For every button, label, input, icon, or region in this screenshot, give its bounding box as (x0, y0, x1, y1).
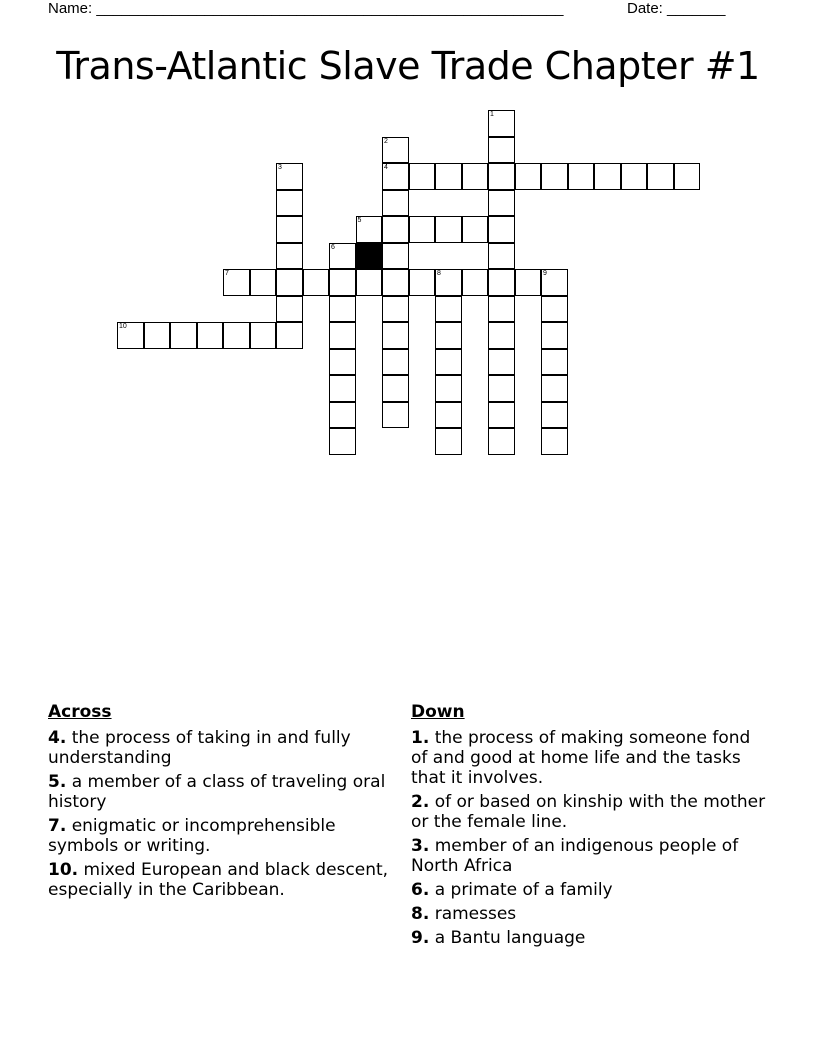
clue-number: 1. (411, 728, 430, 748)
grid-cell[interactable] (647, 163, 674, 190)
grid-cell[interactable] (223, 322, 250, 349)
grid-cell[interactable] (488, 137, 515, 164)
clue-text: enigmatic or incomprehensible symbols or writing. (48, 816, 336, 856)
clue-number: 10. (48, 860, 79, 880)
grid-cell[interactable] (329, 349, 356, 376)
grid-cell[interactable] (382, 375, 409, 402)
clue-number-label: 6 (331, 243, 335, 251)
clue-number-label: 7 (225, 270, 229, 277)
clue-across-4 (48, 728, 398, 768)
clue-number: 7. (48, 816, 67, 836)
grid-cell[interactable] (488, 402, 515, 429)
grid-cell[interactable] (435, 428, 462, 455)
grid-cell[interactable] (144, 322, 171, 349)
grid-cell[interactable] (515, 269, 542, 296)
grid-cell[interactable] (303, 269, 330, 296)
clue-down-6 (411, 880, 771, 900)
grid-cell[interactable] (170, 322, 197, 349)
grid-cell[interactable] (382, 402, 409, 429)
grid-cell[interactable] (250, 322, 277, 349)
clue-text: a member of a class of traveling oral history (48, 772, 386, 812)
down-clues (411, 702, 771, 952)
clue-number-label: 8 (437, 270, 441, 277)
clue-text: mixed European and black descent, especially in the Caribbean. (48, 860, 389, 900)
grid-cell[interactable] (435, 375, 462, 402)
clue-text: a Bantu language (429, 928, 586, 948)
grid-cell[interactable] (488, 243, 515, 270)
clue-across-5 (48, 772, 398, 812)
grid-cell[interactable] (541, 428, 568, 455)
clue-number: 2. (411, 792, 430, 812)
clue-number: 6. (411, 880, 430, 900)
grid-cell[interactable] (435, 322, 462, 349)
clue-number: 3. (411, 836, 430, 856)
grid-cell[interactable] (674, 163, 701, 190)
across-clues (48, 702, 398, 904)
date-field: Date: _______ (627, 0, 726, 17)
page-title: Trans-Atlantic Slave Trade Chapter #1 (56, 44, 760, 88)
grid-cell[interactable] (276, 243, 303, 270)
clue-number: 5. (48, 772, 67, 792)
grid-cell[interactable] (488, 322, 515, 349)
grid-cell[interactable] (435, 269, 462, 296)
down-heading: Down (411, 702, 465, 722)
grid-cell[interactable] (409, 269, 436, 296)
grid-cell[interactable] (197, 322, 224, 349)
grid-cell[interactable] (435, 163, 462, 190)
grid-cell[interactable] (356, 216, 383, 243)
grid-cell[interactable] (382, 216, 409, 243)
grid-cell[interactable] (541, 375, 568, 402)
grid-cell[interactable] (541, 402, 568, 429)
name-field: Name: ________________________________________________________ (48, 0, 564, 17)
clue-down-2 (411, 792, 771, 832)
clue-number: 9. (411, 928, 430, 948)
grid-cell[interactable] (488, 269, 515, 296)
grid-cell[interactable] (488, 375, 515, 402)
grid-cell[interactable] (541, 269, 568, 296)
grid-cell[interactable] (382, 243, 409, 270)
clue-text: member of an indigenous people of North Africa (411, 836, 739, 876)
clue-number-label: 10 (119, 323, 127, 330)
grid-cell[interactable] (329, 243, 356, 270)
grid-cell[interactable] (329, 322, 356, 349)
grid-cell[interactable] (488, 190, 515, 217)
grid-cell[interactable] (409, 216, 436, 243)
grid-cell[interactable] (276, 190, 303, 217)
grid-cell[interactable] (541, 163, 568, 190)
black-cell (356, 243, 383, 270)
grid-cell[interactable] (409, 163, 436, 190)
grid-cell[interactable] (382, 296, 409, 323)
crossword-grid (0, 0, 816, 470)
grid-cell[interactable] (488, 110, 515, 137)
grid-cell[interactable] (435, 296, 462, 323)
clue-number-label: 9 (543, 270, 547, 277)
grid-cell[interactable] (382, 137, 409, 164)
clue-number: 4. (48, 728, 67, 748)
clue-text: a primate of a family (429, 880, 613, 900)
clue-number-label: 2 (384, 137, 388, 145)
grid-cell[interactable] (488, 163, 515, 190)
clue-down-3 (411, 836, 771, 876)
grid-cell[interactable] (276, 269, 303, 296)
clue-down-9 (411, 928, 771, 948)
clue-number-label: 4 (384, 164, 388, 171)
grid-cell[interactable] (488, 216, 515, 243)
grid-cell[interactable] (462, 216, 489, 243)
grid-cell[interactable] (276, 163, 303, 190)
clue-number-label: 1 (490, 111, 494, 118)
grid-cell[interactable] (541, 322, 568, 349)
grid-cell[interactable] (329, 296, 356, 323)
grid-cell[interactable] (329, 269, 356, 296)
clue-text: ramesses (429, 904, 517, 924)
grid-cell[interactable] (382, 349, 409, 376)
clue-text: of or based on kinship with the mother or the female line. (411, 792, 766, 832)
grid-cell[interactable] (568, 163, 595, 190)
grid-cell[interactable] (117, 322, 144, 349)
grid-cell[interactable] (276, 296, 303, 323)
clue-number: 8. (411, 904, 430, 924)
clue-across-7 (48, 816, 398, 856)
grid-cell[interactable] (621, 163, 648, 190)
grid-cell[interactable] (382, 163, 409, 190)
clue-number-label: 3 (278, 164, 282, 171)
grid-cell[interactable] (223, 269, 250, 296)
grid-cell[interactable] (488, 296, 515, 323)
grid-cell[interactable] (435, 216, 462, 243)
grid-cell[interactable] (435, 349, 462, 376)
grid-cell[interactable] (356, 269, 383, 296)
grid-cell[interactable] (382, 269, 409, 296)
grid-cell[interactable] (329, 428, 356, 455)
grid-cell[interactable] (382, 190, 409, 217)
grid-cell[interactable] (276, 322, 303, 349)
clue-down-8 (411, 904, 771, 924)
grid-cell[interactable] (488, 428, 515, 455)
clue-text: the process of taking in and fully understanding (48, 728, 351, 768)
grid-cell[interactable] (462, 163, 489, 190)
grid-cell[interactable] (435, 402, 462, 429)
grid-cell[interactable] (541, 349, 568, 376)
clue-text: the process of making someone fond of and good at home life and the tasks that it involves. (411, 728, 751, 788)
grid-cell[interactable] (541, 296, 568, 323)
grid-cell[interactable] (462, 269, 489, 296)
grid-cell[interactable] (515, 163, 542, 190)
grid-cell[interactable] (329, 375, 356, 402)
clue-down-1 (411, 728, 771, 788)
grid-cell[interactable] (250, 269, 277, 296)
clue-across-10 (48, 860, 398, 900)
clue-number-label: 5 (357, 217, 362, 224)
across-heading: Across (48, 702, 112, 722)
grid-cell[interactable] (329, 402, 356, 429)
grid-cell[interactable] (488, 349, 515, 376)
grid-cell[interactable] (594, 163, 621, 190)
grid-cell[interactable] (382, 322, 409, 349)
grid-cell[interactable] (276, 216, 303, 243)
